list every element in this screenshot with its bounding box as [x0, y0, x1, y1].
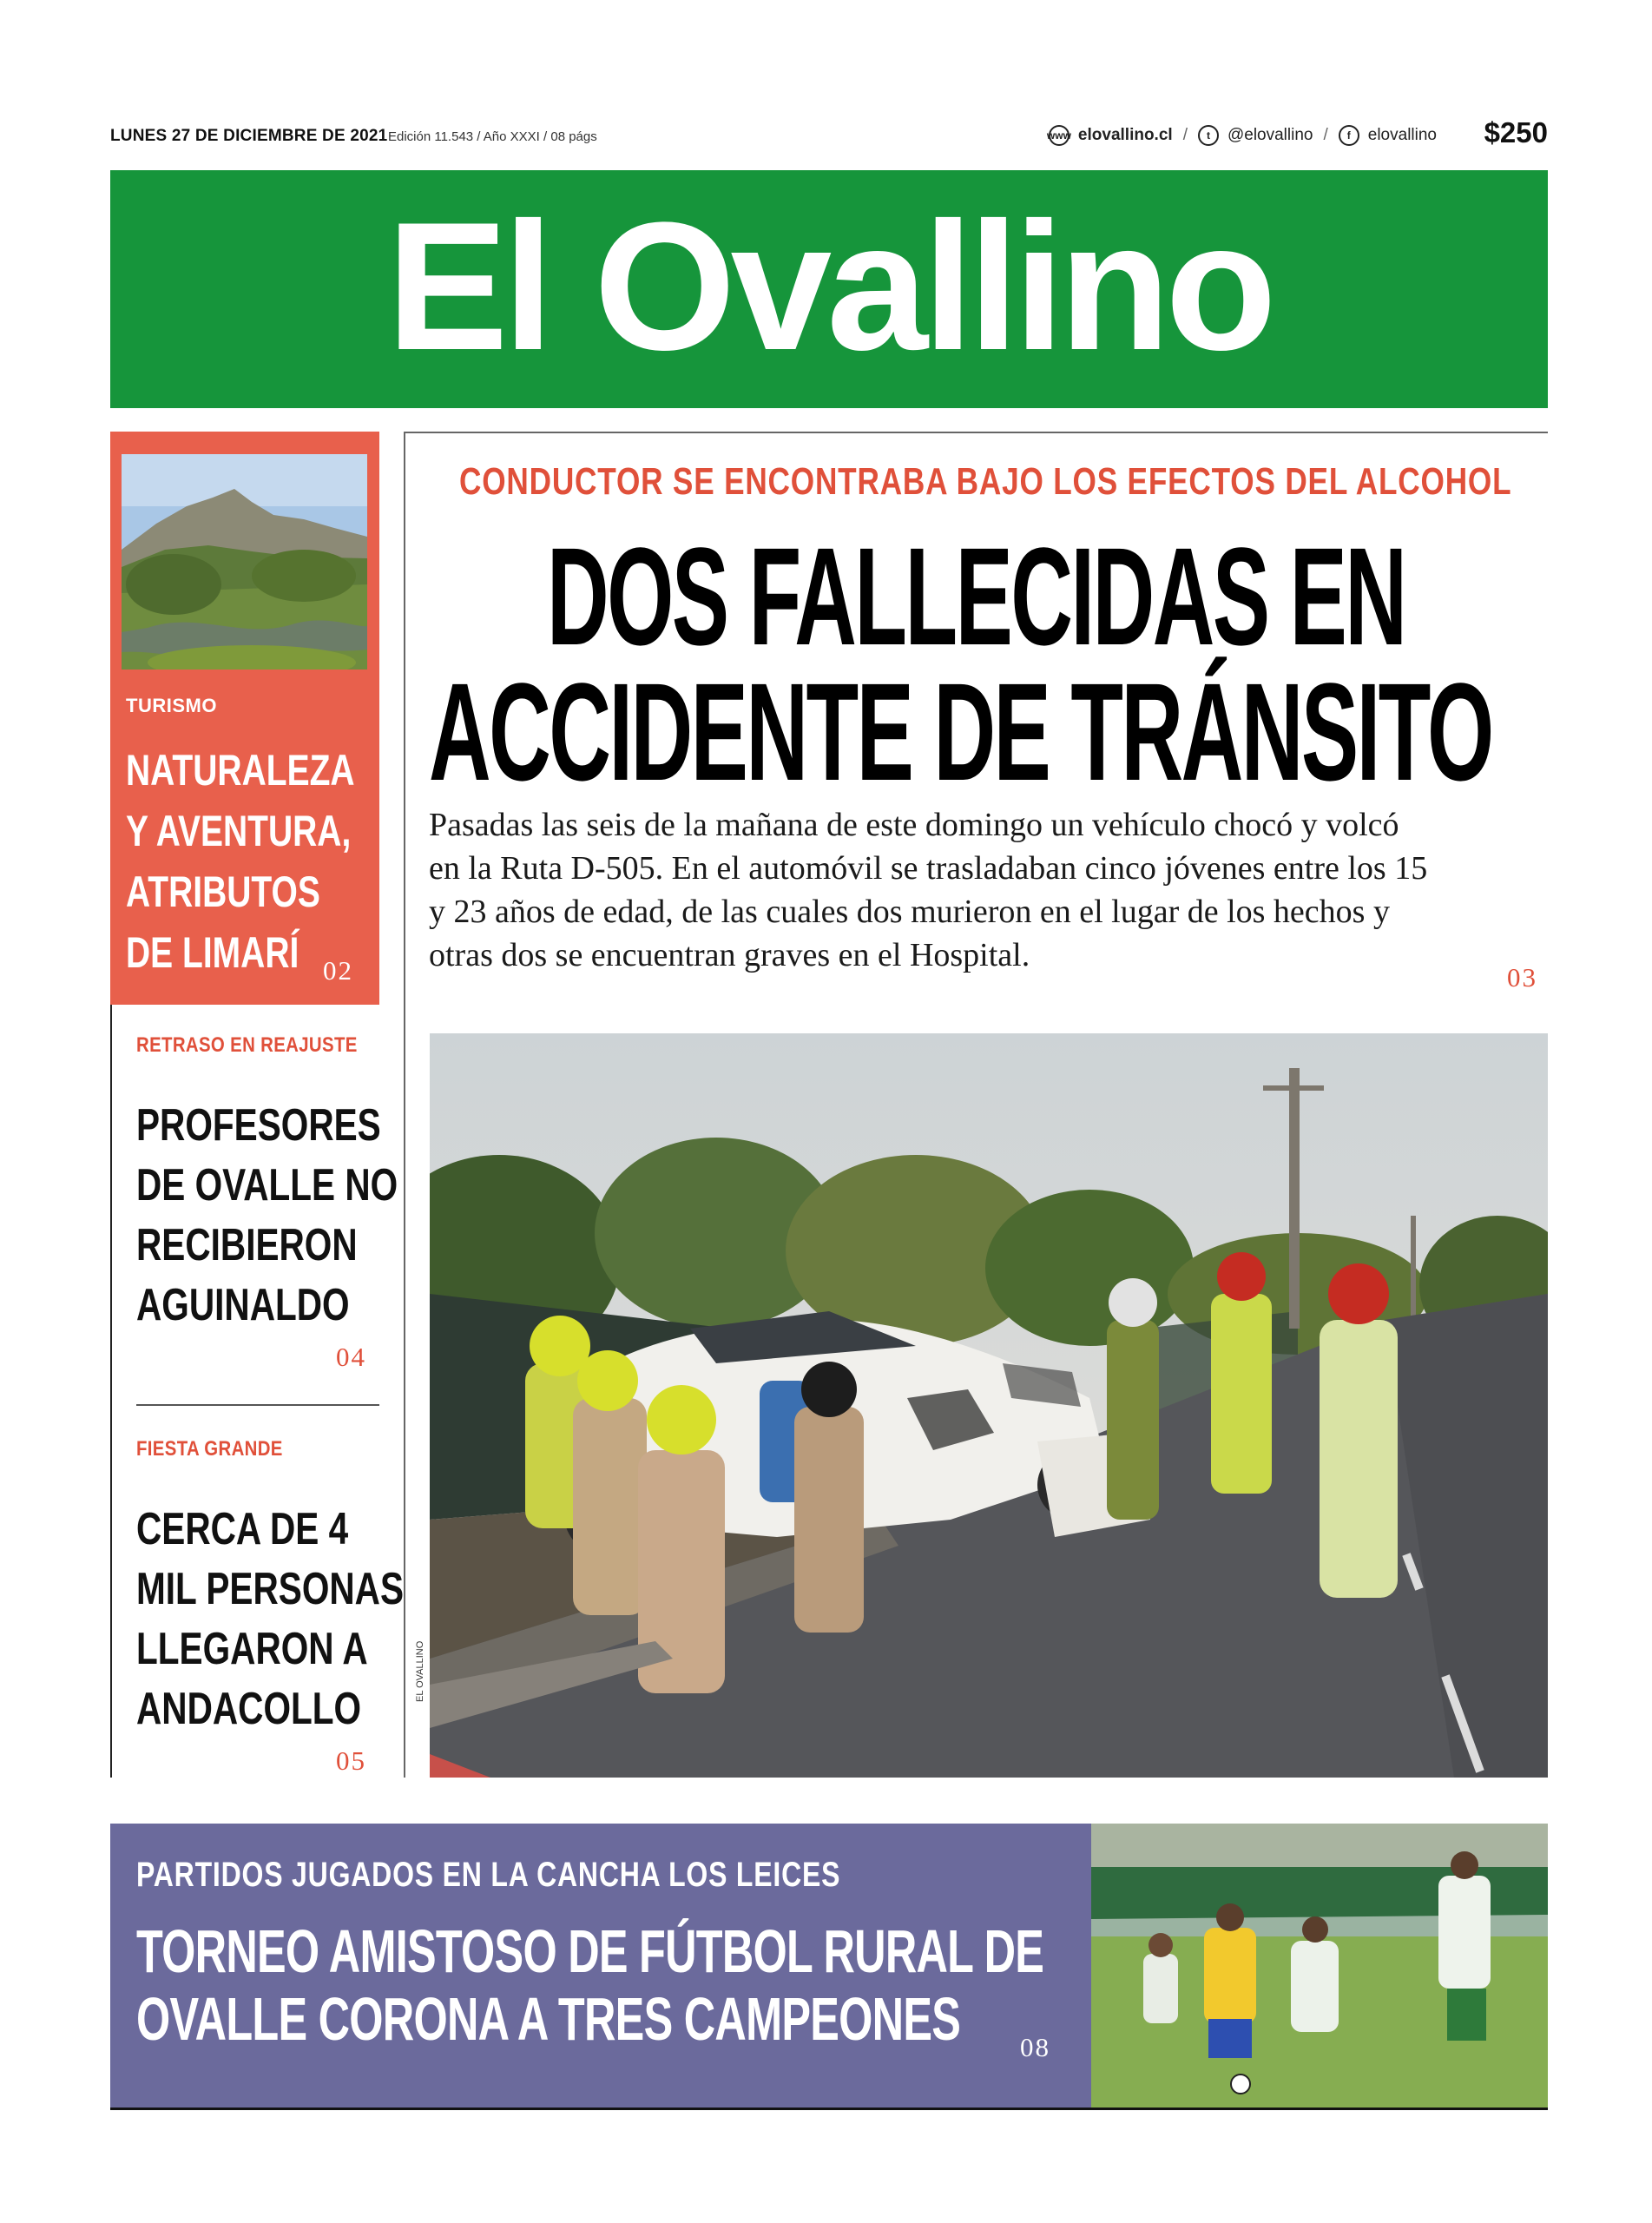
landscape-image [122, 454, 367, 670]
main-kicker: CONDUCTOR SE ENCONTRABA BAJO LOS EFECTOS DEL ALCOHOL [459, 460, 1512, 503]
fiesta-headline[interactable] [136, 1500, 479, 1739]
headline-line: NATURALEZA [126, 746, 355, 795]
main-lead [429, 803, 1549, 977]
turismo-headline[interactable] [126, 740, 419, 983]
bottom-rule [110, 2108, 1548, 2110]
twitter-handle[interactable]: @elovallino [1227, 126, 1313, 144]
separator: / [1323, 126, 1328, 144]
page-number: 08 [1020, 2032, 1050, 2062]
lead-line: otras dos se encuentran graves en el Hospital. [429, 937, 1030, 973]
facebook-icon: f [1339, 125, 1359, 146]
section-divider [136, 1404, 379, 1406]
price: $250 [1484, 116, 1548, 148]
headline-line: DE OVALLE NO [136, 1160, 398, 1210]
edition-info: Edición 11.543 / Año XXXI / 08 págs [388, 129, 597, 144]
turismo-photo [122, 454, 367, 670]
football-photo [1091, 1824, 1548, 2108]
accident-photo [430, 1033, 1548, 1778]
lead-line: y 23 años de edad, de las cuales dos murieron en el lugar de los hechos y [429, 894, 1390, 930]
page-number: 03 [1507, 962, 1537, 993]
sports-headline-line-1[interactable]: TORNEO AMISTOSO DE FÚTBOL RURAL DE [136, 1917, 1044, 1985]
page-number: 04 [336, 1342, 366, 1372]
sports-headline-line-2[interactable]: OVALLE CORONA A TRES CAMPEONES [136, 1985, 961, 2053]
main-headline-line-1[interactable]: DOS FALLECIDAS EN [547, 518, 1405, 674]
headline-line: MIL PERSONAS [136, 1564, 405, 1614]
headline-line: LLEGARON A [136, 1624, 368, 1674]
headline-line: RECIBIERON [136, 1220, 358, 1270]
football-match-image [1091, 1824, 1548, 2108]
profesores-headline[interactable] [136, 1096, 471, 1336]
masthead [110, 170, 1548, 408]
issue-date: LUNES 27 DE DICIEMBRE DE 2021 [110, 127, 388, 145]
twitter-icon: t [1198, 125, 1219, 146]
headline-line: PROFESORES [136, 1100, 381, 1151]
social-links [1046, 125, 1437, 146]
headline-line: AGUINALDO [136, 1280, 350, 1330]
headline-line: ATRIBUTOS [126, 867, 320, 916]
main-top-rule [404, 432, 1548, 433]
headline-line: DE LIMARÍ [126, 928, 299, 977]
headline-line: ANDACOLLO [136, 1684, 362, 1734]
separator: / [1182, 126, 1188, 144]
fiesta-kicker: FIESTA GRANDE [136, 1437, 283, 1461]
sports-kicker: PARTIDOS JUGADOS EN LA CANCHA LOS LEICES [136, 1856, 841, 1894]
headline-line: Y AVENTURA, [126, 807, 352, 855]
main-headline-line-2[interactable]: ACCIDENTE DE TRÁNSITO [429, 654, 1492, 809]
facebook-handle[interactable]: elovallino [1367, 126, 1437, 144]
photo-credit: EL OVALLINO [415, 1640, 425, 1702]
page-number: 05 [336, 1745, 366, 1776]
newspaper-title: El Ovallino [386, 184, 1272, 388]
turismo-kicker: TURISMO [126, 695, 217, 716]
website-link[interactable]: elovallino.cl [1077, 126, 1173, 144]
top-info-bar [110, 111, 1548, 158]
headline-line: CERCA DE 4 [136, 1504, 349, 1554]
page-number: 02 [323, 955, 353, 986]
web-icon: www [1049, 125, 1070, 146]
lead-line: en la Ruta D-505. En el automóvil se trasladaban cinco jóvenes entre los 15 [429, 850, 1428, 887]
main-left-rule [404, 432, 405, 1778]
profesores-kicker: RETRASO EN REAJUSTE [136, 1033, 358, 1057]
accident-scene-image [430, 1033, 1548, 1778]
lead-line: Pasadas las seis de la mañana de este domingo un vehículo chocó y volcó [429, 807, 1399, 843]
